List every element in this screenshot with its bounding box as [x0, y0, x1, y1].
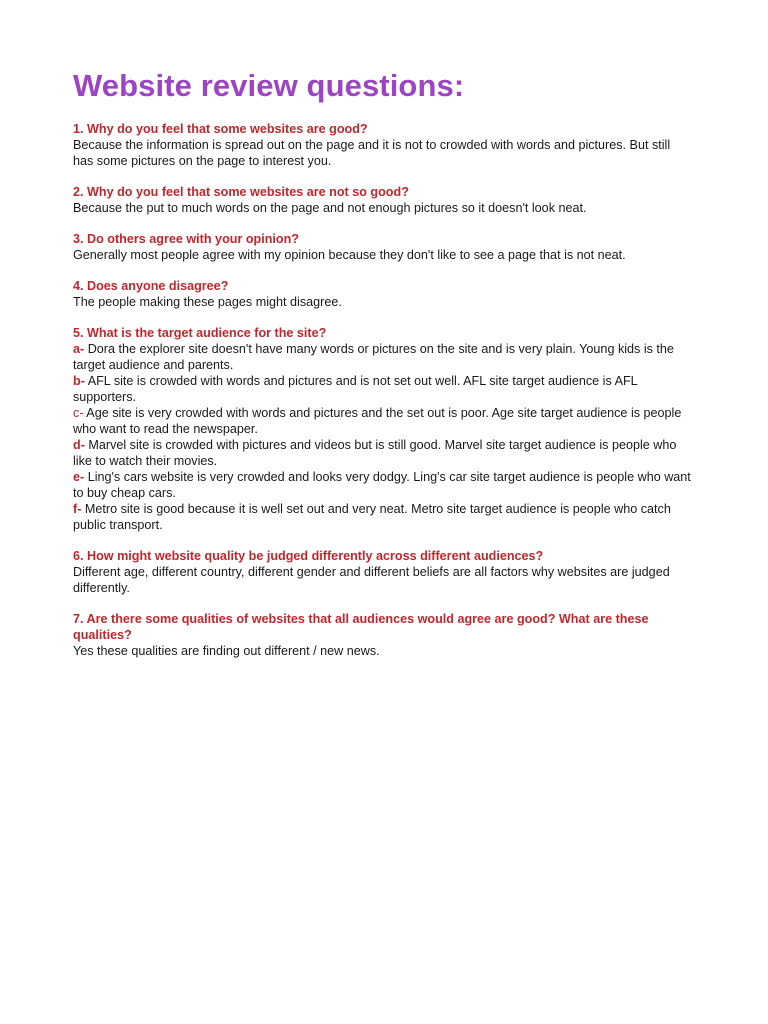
subanswer-e [73, 469, 693, 501]
qa-section-6 [73, 548, 693, 596]
answer-3: Generally most people agree with my opinion because they don't like to see a page that is not neat. [73, 248, 626, 262]
qa-section-1 [73, 121, 693, 169]
question-7: 7. Are there some qualities of websites that all audiences would agree are good? What are these qualities? [73, 612, 649, 642]
subanswer-letter: e- [73, 470, 85, 484]
answer-7: Yes these qualities are finding out different / new news. [73, 644, 380, 658]
subanswer-d [73, 437, 693, 469]
qa-section-7 [73, 611, 693, 659]
question-3: 3. Do others agree with your opinion? [73, 232, 300, 246]
answer-4: The people making these pages might disagree. [73, 295, 342, 309]
subanswer-letter: c- [73, 406, 84, 420]
subanswer-b [73, 373, 693, 405]
subanswer-text: Ling's cars website is very crowded and looks very dodgy. Ling's car site target audience is people who want to buy cheap cars. [73, 470, 691, 500]
subanswer-letter: b- [73, 374, 85, 388]
answer-6: Different age, different country, different gender and different beliefs are all factors why websites are judged differently. [73, 565, 670, 595]
subanswer-text: Dora the explorer site doesn't have many words or pictures on the site and is very plain. Young kids is the target audience and parents. [73, 342, 674, 372]
subanswer-letter: f- [73, 502, 82, 516]
subanswer-text: Age site is very crowded with words and pictures and the set out is poor. Age site target audience is people who want to read the newspaper. [73, 406, 682, 436]
qa-section-3 [73, 231, 693, 263]
subanswer-text: AFL site is crowded with words and pictures and is not set out well. AFL site target audience is AFL supporters. [73, 374, 638, 404]
subanswer-a [73, 341, 693, 373]
subanswer-letter: a- [73, 342, 85, 356]
question-4: 4. Does anyone disagree? [73, 279, 229, 293]
question-5: 5. What is the target audience for the site? [73, 326, 327, 340]
document-page [73, 66, 693, 674]
subanswer-text: Marvel site is crowded with pictures and videos but is still good. Marvel site target audience is people who like to watch their movies. [73, 438, 677, 468]
subanswer-text: Metro site is good because it is well set out and very neat. Metro site target audience is people who catch public transport. [73, 502, 671, 532]
question-2: 2. Why do you feel that some websites are not so good? [73, 185, 409, 199]
subanswer-letter: d- [73, 438, 85, 452]
answer-1: Because the information is spread out on the page and it is not to crowded with words and pictures. But still has some pictures on the page to interest you. [73, 138, 671, 168]
document-title: Website review questions: [73, 68, 465, 103]
qa-section-4 [73, 278, 693, 310]
qa-section-2 [73, 184, 693, 216]
subanswer-f [73, 501, 693, 533]
question-6: 6. How might website quality be judged differently across different audiences? [73, 549, 544, 563]
qa-section-5 [73, 325, 693, 533]
answer-2: Because the put to much words on the page and not enough pictures so it doesn't look neat. [73, 201, 587, 215]
question-1: 1. Why do you feel that some websites are good? [73, 122, 368, 136]
subanswer-c [73, 405, 693, 437]
